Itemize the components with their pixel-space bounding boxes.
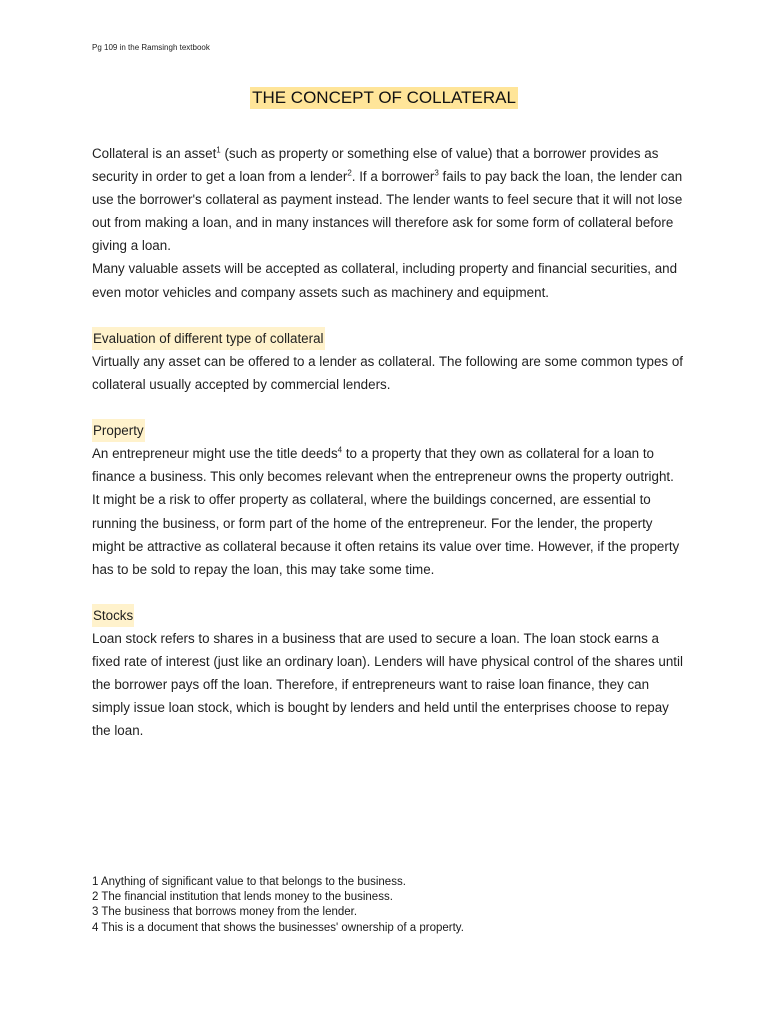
spacer bbox=[92, 581, 684, 604]
assets-paragraph: Many valuable assets will be accepted as collateral, including property and financial securities, and even motor vehicles and company assets such as machinery and equipment. bbox=[92, 261, 678, 300]
footnote-ref-4: 4 bbox=[337, 445, 343, 455]
intro-text-d: fails to pay back the loan, the lender can use the borrower's collateral as payment instead. The lender wants to feel secure that it will not lose out from making a loan, and in many instances will therefore ask for some form of collateral before giving a loan. bbox=[92, 169, 683, 254]
property-paragraph bbox=[92, 442, 684, 581]
stocks-heading-line bbox=[92, 604, 684, 627]
evaluation-paragraph: Virtually any asset can be offered to a lender as collateral. The following are some common types of collateral usually accepted by commercial lenders. bbox=[92, 353, 683, 392]
footnote-3: 3 The business that borrows money from the lender. bbox=[92, 906, 358, 919]
property-heading: Property bbox=[92, 419, 145, 442]
footnote-4: 4 This is a document that shows the businesses' ownership of a property. bbox=[92, 921, 464, 934]
stocks-paragraph: Loan stock refers to shares in a business that are used to secure a loan. The loan stock earns a fixed rate of interest (just like an ordinary loan). Lenders will have physical control of the shares until the borrower pays off the loan. Therefore, if entrepreneurs want to raise loan finance, they can simply issue loan stock, which is bought by lenders and held until the enterprises choose to repay the loan. bbox=[92, 630, 683, 739]
footnote-ref-3: 3 bbox=[434, 168, 439, 178]
evaluation-heading-line bbox=[92, 327, 684, 350]
intro-text-c: . If a borrower bbox=[351, 169, 435, 185]
intro-text-a: Collateral is an asset bbox=[92, 146, 217, 161]
footnotes bbox=[92, 875, 464, 936]
document-body bbox=[92, 142, 684, 742]
spacer bbox=[92, 304, 684, 327]
title-container bbox=[0, 87, 768, 109]
header-note: Pg 109 in the Ramsingh textbook bbox=[92, 43, 210, 52]
footnote-2: 2 The financial institution that lends money to the business. bbox=[92, 891, 393, 904]
property-text-b: to a property that they own as collateral for a loan to finance a business. This only becomes relevant when the entrepreneur owns the property outright. It might be a risk to offer property as collateral, where the buildings concerned, are essential to running the business, or form part of the home of the entrepreneur. For the lender, the property might be attractive as collateral because it often retains its value over time. However, if the property has to be sold to repay the loan, this may take some time. bbox=[92, 446, 680, 577]
footnote-ref-1: 1 bbox=[216, 145, 221, 155]
page-title: THE CONCEPT OF COLLATERAL bbox=[252, 88, 516, 107]
footnote-ref-2: 2 bbox=[347, 168, 352, 178]
footnote-1: 1 Anything of significant value to that belongs to the business. bbox=[92, 876, 406, 888]
evaluation-heading: Evaluation of different type of collateral bbox=[92, 327, 325, 350]
intro-paragraph bbox=[92, 142, 684, 257]
property-text-a: An entrepreneur might use the title deeds bbox=[92, 446, 338, 462]
intro-text-b: (such as property or something else of value) that a borrower provides as security in order to get a loan from a lender bbox=[92, 146, 659, 185]
property-heading-line bbox=[92, 419, 684, 442]
spacer bbox=[92, 396, 684, 419]
stocks-heading: Stocks bbox=[92, 604, 134, 627]
